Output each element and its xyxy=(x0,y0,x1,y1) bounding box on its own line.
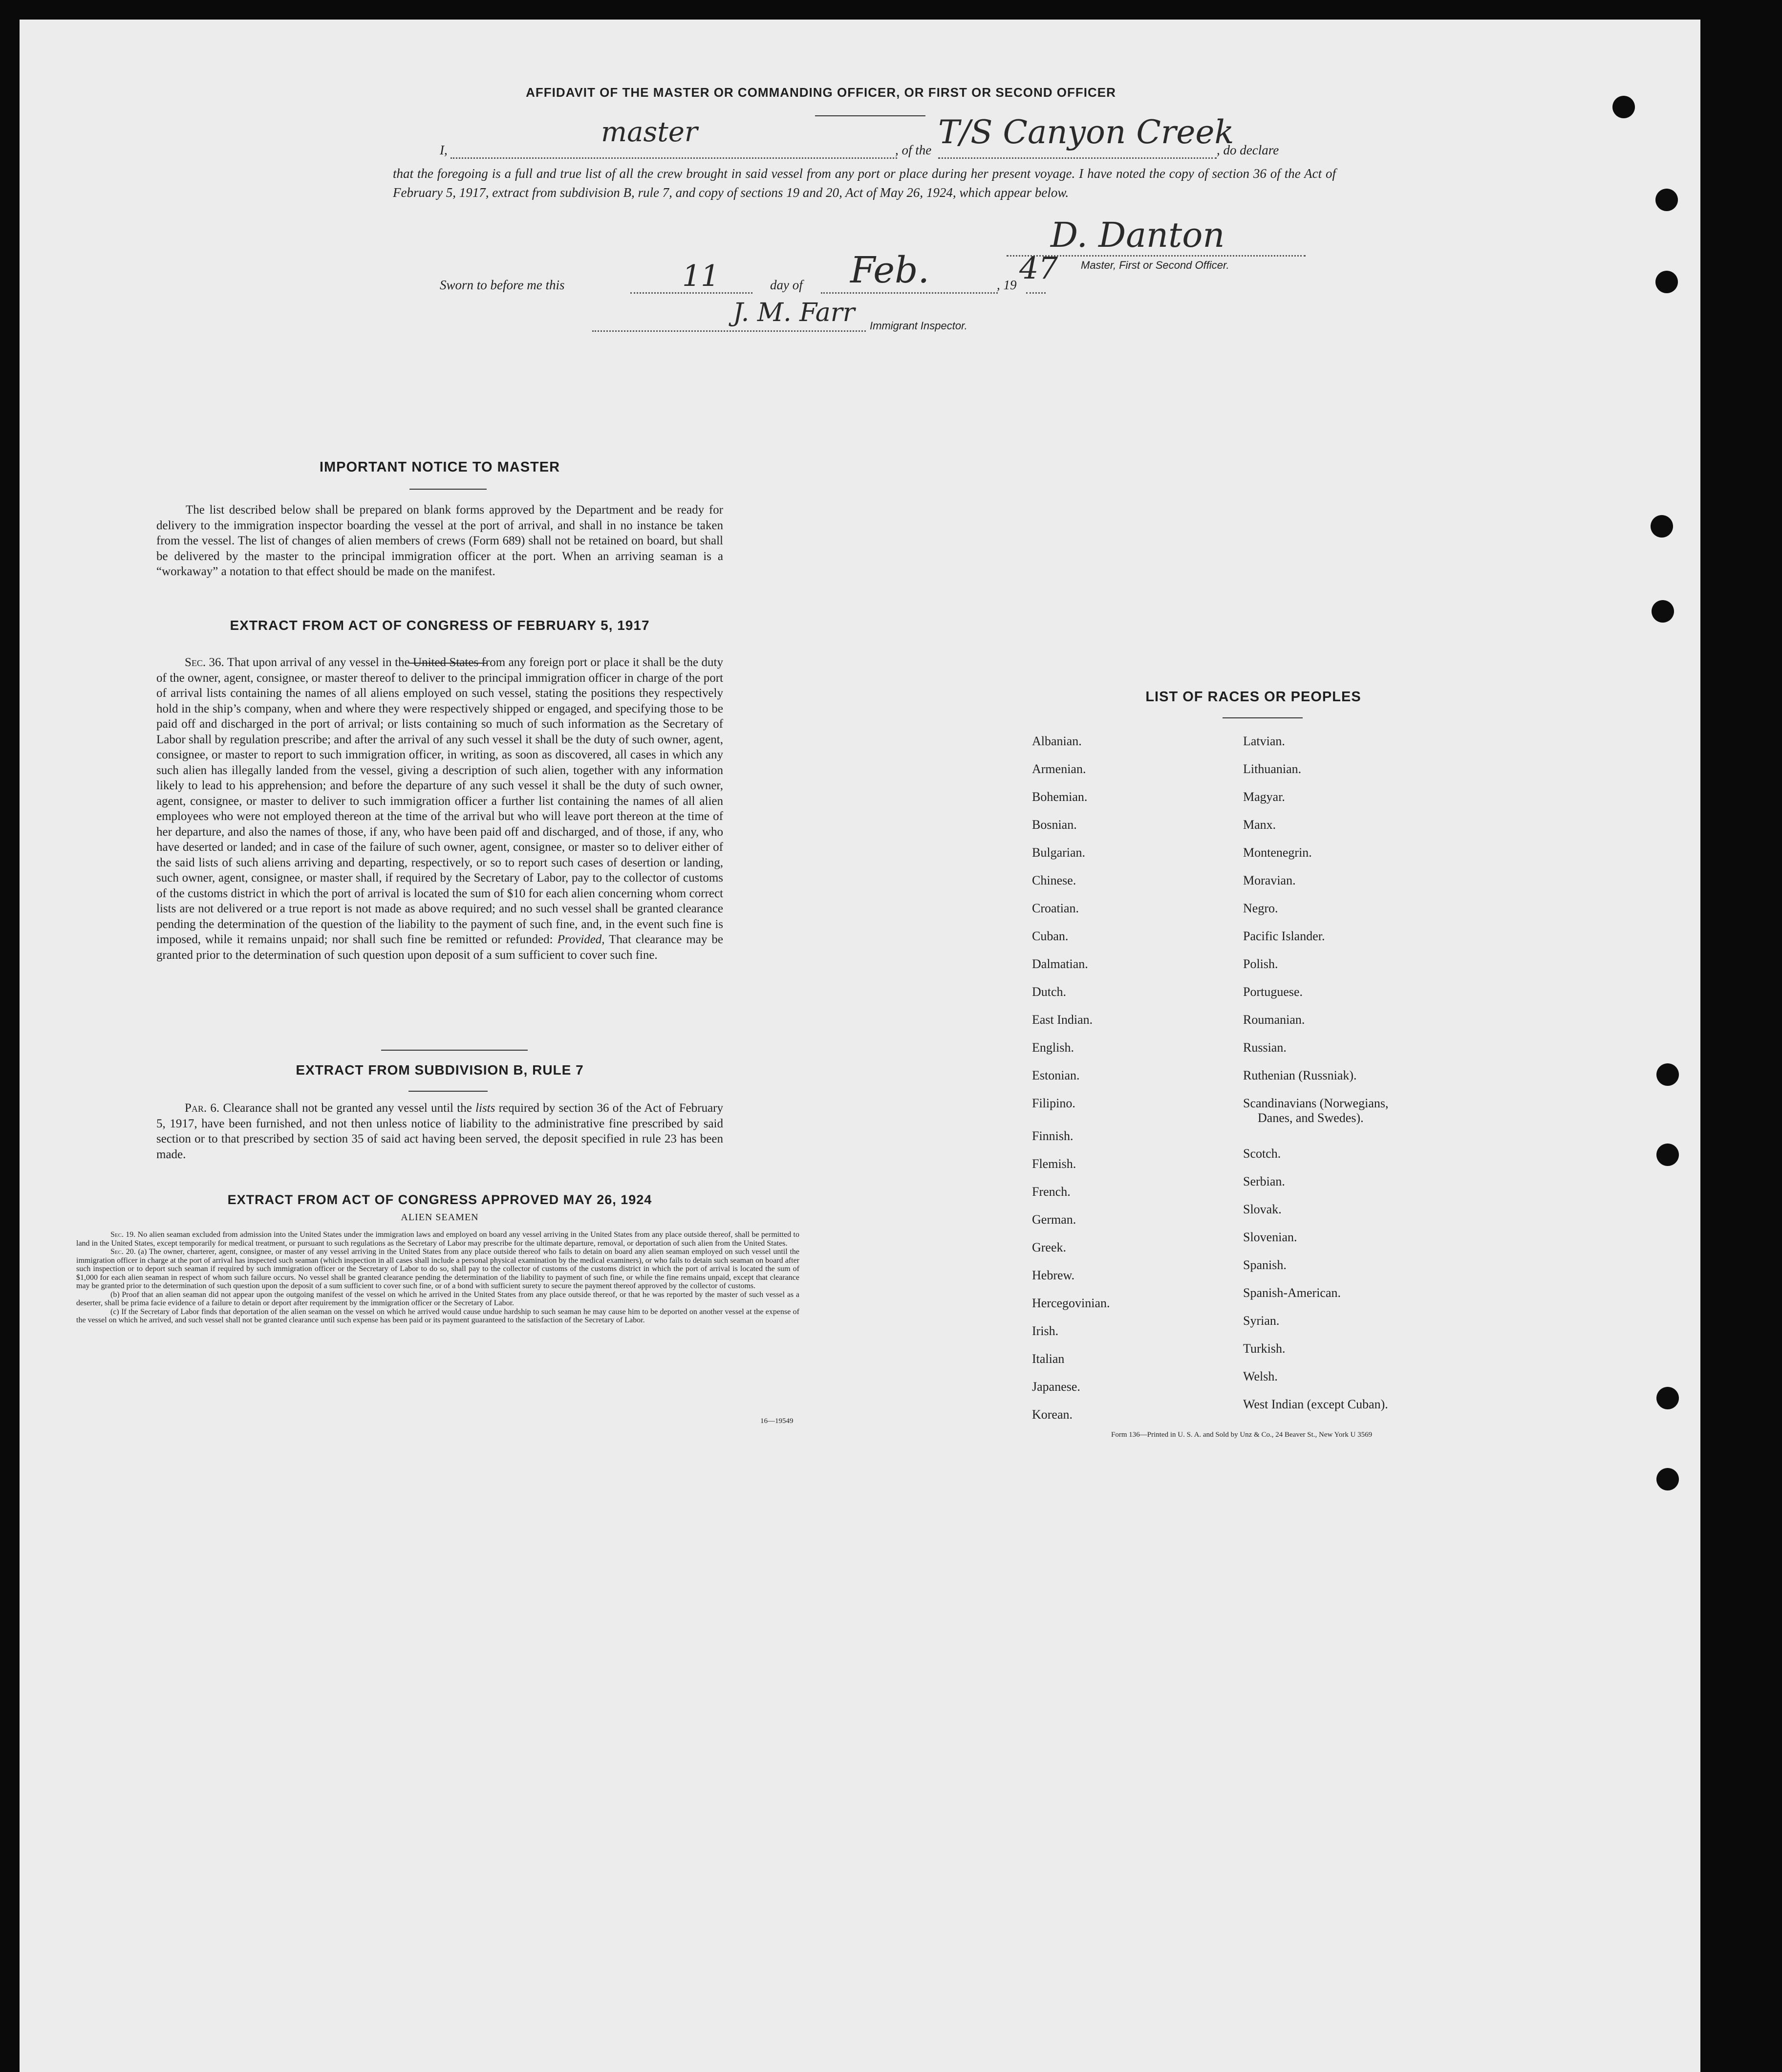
sec-20c: (c) If the Secretary of Labor finds that deportation of the alien seaman on the vessel on which he arrived would cause undue hardship to such seaman he may cause him to be deported on another vessel at the expense of the vessel on which he arrived, and such vessel shall not be granted clearance until such expense has been paid or its payment guaranteed to the satisfaction of the Secretary of Labor. xyxy=(76,1307,799,1324)
race-item-right: Slovenian. xyxy=(1243,1230,1297,1244)
race-item-right: Scotch. xyxy=(1243,1146,1281,1161)
day-label: day of xyxy=(770,278,803,292)
handwritten-master-signature: D. Danton xyxy=(1051,215,1225,255)
proviso-text: That clearance may be granted prior to the determination of such question upon deposit of a sum sufficient to cover such fine. xyxy=(156,933,723,962)
handwritten-day: 11 xyxy=(682,259,720,293)
year-line xyxy=(1026,292,1046,294)
binder-hole xyxy=(1656,1468,1679,1490)
binder-hole xyxy=(1651,515,1673,538)
year-prefix: , 19 xyxy=(997,278,1017,292)
par-6-lists: lists xyxy=(475,1101,495,1115)
sec-20-label: Sec. 20. xyxy=(110,1248,136,1256)
race-item-right: Scandinavians (Norwegians, xyxy=(1243,1096,1389,1110)
race-item-left: Hercegovinian. xyxy=(1032,1296,1110,1310)
notice-title-rule xyxy=(409,489,487,490)
affidavit-i-label: I, xyxy=(440,143,448,157)
race-item-left: Bosnian. xyxy=(1032,818,1077,832)
handwritten-vessel: T/S Canyon Creek xyxy=(938,113,1234,151)
race-item-left: Albanian. xyxy=(1032,734,1082,748)
race-item-right: Spanish. xyxy=(1243,1258,1287,1272)
race-item-left: Estonian. xyxy=(1032,1068,1080,1082)
race-item-left: Chinese. xyxy=(1032,873,1076,887)
rank-line xyxy=(451,157,897,159)
race-item-right: Russian. xyxy=(1243,1040,1287,1055)
par-6-label: Par. 6. xyxy=(185,1101,220,1115)
sec-20a xyxy=(76,1248,799,1291)
affidavit-body: that the foregoing is a full and true list of all the crew brought in said vessel from any port or place during her present voyage. I have noted the copy of section 36 of the Act of February 5, 1917, extract from subdivision B, rule 7, and copy of sections 19 and 20, Act of May 26, 1924, which appear below. xyxy=(393,166,1336,200)
rule-7-top-rule xyxy=(381,1050,528,1051)
race-item-right: Pacific Islander. xyxy=(1243,929,1325,943)
binder-hole xyxy=(1656,1063,1679,1086)
sec-36-label: Sec. 36. xyxy=(185,656,224,669)
master-label: Master, First or Second Officer. xyxy=(1081,259,1229,271)
extract-1924-body xyxy=(76,1230,799,1325)
race-item-left: Korean. xyxy=(1032,1407,1073,1422)
handwritten-year: 47 xyxy=(1019,250,1058,286)
handwritten-month: Feb. xyxy=(850,249,929,291)
race-item-right: Serbian. xyxy=(1243,1174,1285,1188)
extract-1924-title: EXTRACT FROM ACT OF CONGRESS APPROVED MAY 26, 1924 xyxy=(227,1192,652,1207)
affidavit-do-declare: , do declare xyxy=(1217,143,1279,157)
race-item-left: Bulgarian. xyxy=(1032,845,1086,860)
affidavit-title: AFFIDAVIT OF THE MASTER OR COMMANDING OFFICER, OR FIRST OR SECOND OFFICER xyxy=(526,85,1116,100)
race-item-right: Magyar. xyxy=(1243,790,1285,804)
binder-hole xyxy=(1652,600,1674,623)
race-item-right: Syrian. xyxy=(1243,1314,1280,1328)
inspector-signature-line xyxy=(592,330,866,332)
rule-7-body xyxy=(156,1101,723,1162)
handwritten-inspector-signature: J. M. Farr xyxy=(733,298,855,327)
race-item-right: Montenegrin. xyxy=(1243,845,1312,860)
race-item-left: Cuban. xyxy=(1032,929,1069,943)
race-item-right: Lithuanian. xyxy=(1243,762,1302,776)
race-item-right: Spanish-American. xyxy=(1243,1286,1341,1300)
race-item-right: Turkish. xyxy=(1243,1341,1286,1356)
sec-20b: (b) Proof that an alien seaman did not appear upon the outgoing manifest of the vessel on which he arrived in the United States from any place outside thereof, or that he was reported by the master of such vessel as a deserter, shall be prima facie evidence of a failure to detain or deport after requirement by the immigration officer or the Secretary of Labor. xyxy=(76,1290,799,1307)
race-item-left: Dutch. xyxy=(1032,985,1067,999)
manifest-page xyxy=(20,20,1700,2072)
race-item-right: Moravian. xyxy=(1243,873,1296,887)
affidavit-title-rule xyxy=(815,115,925,116)
race-item-left: Hebrew. xyxy=(1032,1268,1075,1282)
race-item-left: Croatian. xyxy=(1032,901,1079,915)
sec-19-label: Sec. 19. xyxy=(110,1230,136,1239)
race-item-right: Welsh. xyxy=(1243,1369,1278,1383)
rule-7-title: EXTRACT FROM SUBDIVISION B, RULE 7 xyxy=(296,1062,584,1078)
race-item-left: Greek. xyxy=(1032,1240,1067,1254)
handwritten-rank: master xyxy=(601,116,698,148)
race-item-right: Ruthenian (Russniak). xyxy=(1243,1068,1357,1082)
sec-19 xyxy=(76,1230,799,1248)
race-item-right: Negro. xyxy=(1243,901,1278,915)
race-item-left: East Indian. xyxy=(1032,1013,1093,1027)
binder-hole xyxy=(1656,1144,1679,1166)
inspector-label: Immigrant Inspector. xyxy=(870,320,967,332)
par-6-text-a: Clearance shall not be granted any vessel until the xyxy=(223,1101,472,1115)
race-item-left: Italian xyxy=(1032,1352,1065,1366)
sec-19-text: No alien seaman excluded from admission into the United States under the immigration laws and employed on board any vessel arriving in the United States from any place outside thereof, shall be permitted to land in the United States, except temporarily for medical treatment, or pursuant to such regulations as the Secretary of Labor may prescribe for the ultimate departure, removal, or deportation of such alien from the United States. xyxy=(76,1230,800,1248)
races-title-rule xyxy=(1223,717,1303,718)
extract-1917-body xyxy=(156,655,723,963)
race-item-right: Portuguese. xyxy=(1243,985,1303,999)
binder-hole xyxy=(1655,189,1678,211)
rule-7-title-rule xyxy=(408,1091,488,1092)
extract-1917-title: EXTRACT FROM ACT OF CONGRESS OF FEBRUARY 5, 1917 xyxy=(230,618,650,633)
race-item-left: Irish. xyxy=(1032,1324,1059,1338)
races-title: LIST OF RACES OR PEOPLES xyxy=(1145,689,1361,705)
notice-body: The list described below shall be prepared on blank forms approved by the Department and be ready for delivery to the immigration inspector boarding the vessel at the port of arrival, and shall in no instance be taken from the vessel. The list of changes of alien members of crews (Form 689) shall not be retained on board, but shall be delivered by the master to the principal immigration officer at the port. When an arriving seaman is a “workaway” a notation to that effect should be made on the manifest. xyxy=(156,503,723,578)
affidavit-of-the: , of the xyxy=(895,143,932,157)
binder-hole xyxy=(1655,271,1678,293)
proviso-label: Provided, xyxy=(557,933,605,946)
vessel-line xyxy=(938,157,1217,159)
race-item-left: German. xyxy=(1032,1212,1076,1227)
alien-seamen-subtitle: ALIEN SEAMEN xyxy=(401,1212,479,1223)
race-item-left: French. xyxy=(1032,1185,1071,1199)
notice-title: IMPORTANT NOTICE TO MASTER xyxy=(319,459,560,475)
race-item-left: Bohemian. xyxy=(1032,790,1088,804)
print-code: 16—19549 xyxy=(760,1417,794,1425)
scan-border xyxy=(1704,0,1782,1991)
race-item-right: West Indian (except Cuban). xyxy=(1243,1397,1388,1411)
race-item-right: Latvian. xyxy=(1243,734,1285,748)
race-item-left: Flemish. xyxy=(1032,1157,1076,1171)
race-item-left: Filipino. xyxy=(1032,1096,1075,1110)
race-item-right: Roumanian. xyxy=(1243,1013,1305,1027)
sworn-prefix: Sworn to before me this xyxy=(440,278,565,292)
race-item-left: Armenian. xyxy=(1032,762,1086,776)
sec-36-text: That upon arrival of any vessel in the United States from any foreign port or place it shall be the duty of the owner, agent, consignee, or master thereof to deliver to the principal immigration officer in charge of the port of arrival lists containing the names of all aliens employed on such vessel, stating the positions they respectively hold in the ship’s company, when and where they were respectively shipped or engaged, and specifying those to be paid off and discharged in the port of arrival; or lists containing so much of such information as the Secretary of Labor shall by regulation prescribe; and after the arrival of any such vessel it shall be the duty of such owner, agent, consignee, or master to report to such immigration officer, in writing, as soon as discovered, all cases in which any such alien has illegally landed from the vessel, giving a description of such alien, together with any information likely to lead to his apprehension; and before the departure of any such vessel it shall be the duty of such owner, agent, consignee, or master to deliver to such immigration officer a further list containing the names of all alien employees who were not employed thereon at the time of the arrival but who will leave port thereon at the time of her departure, and also the names of those, if any, who have been paid off and discharged, and of those, if any, who have deserted or landed; and in case of the failure of such owner, agent, consignee, or master so to deliver either of the said lists of such aliens arriving and departing, respectively, or so to report such cases of desertion or landing, such owner, agent, consignee, or master shall, if required by the Secretary of Labor, pay to the collector of customs of the customs district in which the port of arrival is located the sum of $10 for each alien concerning whom correct lists are not delivered or a true report is not made as above required; and no such vessel shall be granted clearance pending the determination of the question of the liability to the payment of such fine, and, in the event such fine is imposed, while it remains unpaid; nor shall such fine be remitted or refunded: xyxy=(156,656,723,946)
race-item-left: English. xyxy=(1032,1040,1074,1055)
month-line xyxy=(821,292,998,294)
race-item-right: Danes, and Swedes). xyxy=(1258,1111,1364,1125)
form-line: Form 136—Printed in U. S. A. and Sold by Unz & Co., 24 Beaver St., New York U 3569 xyxy=(1111,1431,1373,1439)
race-item-right: Polish. xyxy=(1243,957,1278,971)
binder-hole xyxy=(1656,1387,1679,1409)
race-item-left: Dalmatian. xyxy=(1032,957,1088,971)
race-item-right: Slovak. xyxy=(1243,1202,1282,1216)
sec-20a-text: (a) The owner, charterer, agent, consignee, or master of any vessel arriving in the United States from any place outside thereof who fails to detain on board any alien seaman employed on such vessel until the immigration officer in charge at the port of arrival has inspected such seaman (which inspection in all cases shall include a personal physical examination by the medical examiners), or who fails to detain such seaman on board after such inspection or to deport such seaman if required by such immigration officer or the Secretary of Labor to do so, shall pay to the collector of customs of the customs district in which the port of arrival is located the sum of $1,000 for each alien seaman in respect of whom such failure occurs. No vessel shall be granted clearance pending the determination of the liability to payment of such fine, or while the fine remains unpaid, except that clearance may be granted prior to the determination of such question upon the deposit of a sum sufficient to cover such fine, or of a bond with sufficient surety to secure the payment thereof approved by the collector of customs. xyxy=(76,1248,799,1290)
race-item-left: Japanese. xyxy=(1032,1380,1080,1394)
par-6-text-b: required by section 36 of the Act of February 5, 1917, have been furnished, and not then unless notice of liability to the administrative fine prescribed by said section or to that prescribed by section 35 of said act having been served, the deposit specified in rule 23 has been made. xyxy=(156,1101,723,1161)
race-item-left: Finnish. xyxy=(1032,1129,1073,1143)
binder-hole xyxy=(1612,96,1635,118)
race-item-right: Manx. xyxy=(1243,818,1276,832)
